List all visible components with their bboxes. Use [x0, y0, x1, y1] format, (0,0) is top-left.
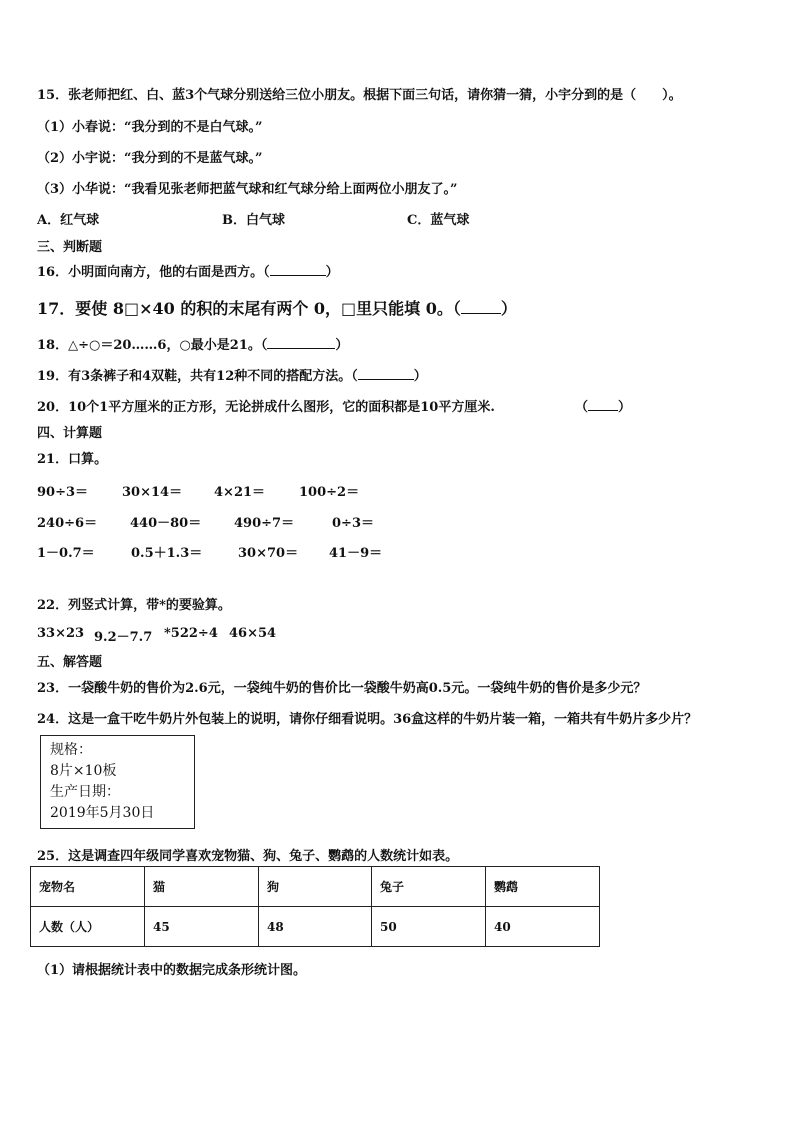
q17-answer-blank[interactable] [461, 301, 501, 314]
q24: 24．这是一盒干吃牛奶片外包装上的说明，请你仔细看说明。36盒这样的牛奶片装一箱，一箱共有牛奶片多少片？ [37, 712, 698, 727]
oral-item: 41－9＝ [329, 546, 383, 561]
oral-item: 100÷2＝ [299, 485, 360, 500]
q19-paren-close: ） [413, 369, 427, 384]
table-cell: 狗 [259, 867, 372, 907]
q18 [37, 334, 348, 353]
q15-statement-3: （3）小华说：“我看见张老师把蓝气球和红气球分给上面两位小朋友了。” [37, 182, 458, 197]
q19-text: 19．有3条裤子和4双鞋，共有12种不同的搭配方法。（ [37, 369, 358, 384]
q23: 23．一袋酸牛奶的售价为2.6元，一袋纯牛奶的售价比一袋酸牛奶高0.5元。一袋纯牛奶的售价是多少元？ [37, 681, 647, 696]
q22: 22．列竖式计算，带*的要验算。 [37, 598, 231, 613]
q15-statement-2: （2）小宇说：“我分到的不是蓝气球。” [37, 151, 263, 166]
q17-text: 17．要使 8□×40 的积的末尾有两个 0，□里只能填 0。（ [37, 299, 461, 318]
table-row [31, 907, 600, 947]
oral-item: 240÷6＝ [37, 516, 98, 531]
q20: 20．10个1平方厘米的正方形，无论拼成什么图形，它的面积都是10平方厘米. [37, 400, 495, 415]
table-header-row [31, 867, 600, 907]
q16 [37, 261, 339, 280]
q19 [37, 365, 427, 384]
production-date-label: 生产日期： [50, 784, 120, 800]
oral-item: 490÷7＝ [234, 516, 295, 531]
table-cell: 猫 [145, 867, 259, 907]
vertical-calc-item: 33×23 [37, 626, 85, 641]
q15-option-a: A．红气球 [37, 213, 100, 228]
oral-item: 0.5＋1.3＝ [131, 546, 203, 561]
q20-answer-blank[interactable] [588, 398, 618, 411]
table-cell: 鹦鹉 [486, 867, 600, 907]
package-spec-box [40, 735, 195, 829]
q16-text: 16．小明面向南方，他的右面是西方。（ [37, 265, 270, 280]
vertical-calc-item: *522÷4 [164, 626, 218, 641]
q21: 21．口算。 [37, 452, 108, 467]
q15-option-b: B．白气球 [222, 213, 285, 228]
q18-paren-close: ） [335, 338, 349, 353]
section-heading-calc: 四、计算题 [37, 426, 103, 441]
production-date-value: 2019年5月30日 [50, 805, 155, 821]
spec-value: 8片×10板 [50, 763, 117, 779]
oral-item: 90÷3＝ [37, 485, 89, 500]
q16-answer-blank[interactable] [270, 263, 326, 276]
oral-item: 1－0.7＝ [37, 546, 95, 561]
table-cell: 50 [372, 907, 486, 947]
q18-answer-blank[interactable] [267, 336, 335, 349]
oral-item: 30×70＝ [238, 546, 299, 561]
vertical-calc-item: 46×54 [229, 626, 277, 641]
section-heading-judge: 三、判断题 [37, 240, 103, 255]
q19-answer-blank[interactable] [358, 367, 414, 380]
table-cell: 兔子 [372, 867, 486, 907]
q15-statement-1: （1）小春说：“我分到的不是白气球。” [37, 120, 263, 135]
section-heading-solve: 五、解答题 [37, 655, 103, 670]
q17-paren-close: ） [500, 299, 517, 318]
table-cell: 45 [145, 907, 259, 947]
spec-label: 规格： [50, 742, 92, 758]
q16-paren-close: ） [325, 265, 339, 280]
pet-stat-table [30, 866, 600, 947]
q25-sub1: （1）请根据统计表中的数据完成条形统计图。 [37, 963, 307, 978]
oral-item: 440－80＝ [130, 516, 202, 531]
vertical-calc-item: 9.2－7.7 [94, 630, 153, 645]
q20-paren-close: ） [618, 400, 632, 415]
q25: 25．这是调查四年级同学喜欢宠物猫、狗、兔子、鹦鹉的人数统计如表。 [37, 849, 459, 864]
q17 [37, 296, 517, 319]
q20-paren-open: （ [575, 400, 589, 415]
oral-item: 30×14＝ [122, 485, 183, 500]
q15-stem: 15．张老师把红、白、蓝3个气球分别送给三位小朋友。根据下面三句话，请你猜一猜，小宇分到的是（ ）。 [37, 88, 682, 103]
oral-item: 4×21＝ [214, 485, 266, 500]
table-cell: 宠物名 [31, 867, 145, 907]
table-cell: 48 [259, 907, 372, 947]
table-cell: 人数（人） [31, 907, 145, 947]
q15-option-c: C．蓝气球 [407, 213, 470, 228]
table-cell: 40 [486, 907, 600, 947]
q20-answer [575, 396, 631, 415]
q18-text: 18．△÷○＝20……6，○最小是21。（ [37, 338, 268, 353]
oral-item: 0÷3＝ [332, 516, 374, 531]
